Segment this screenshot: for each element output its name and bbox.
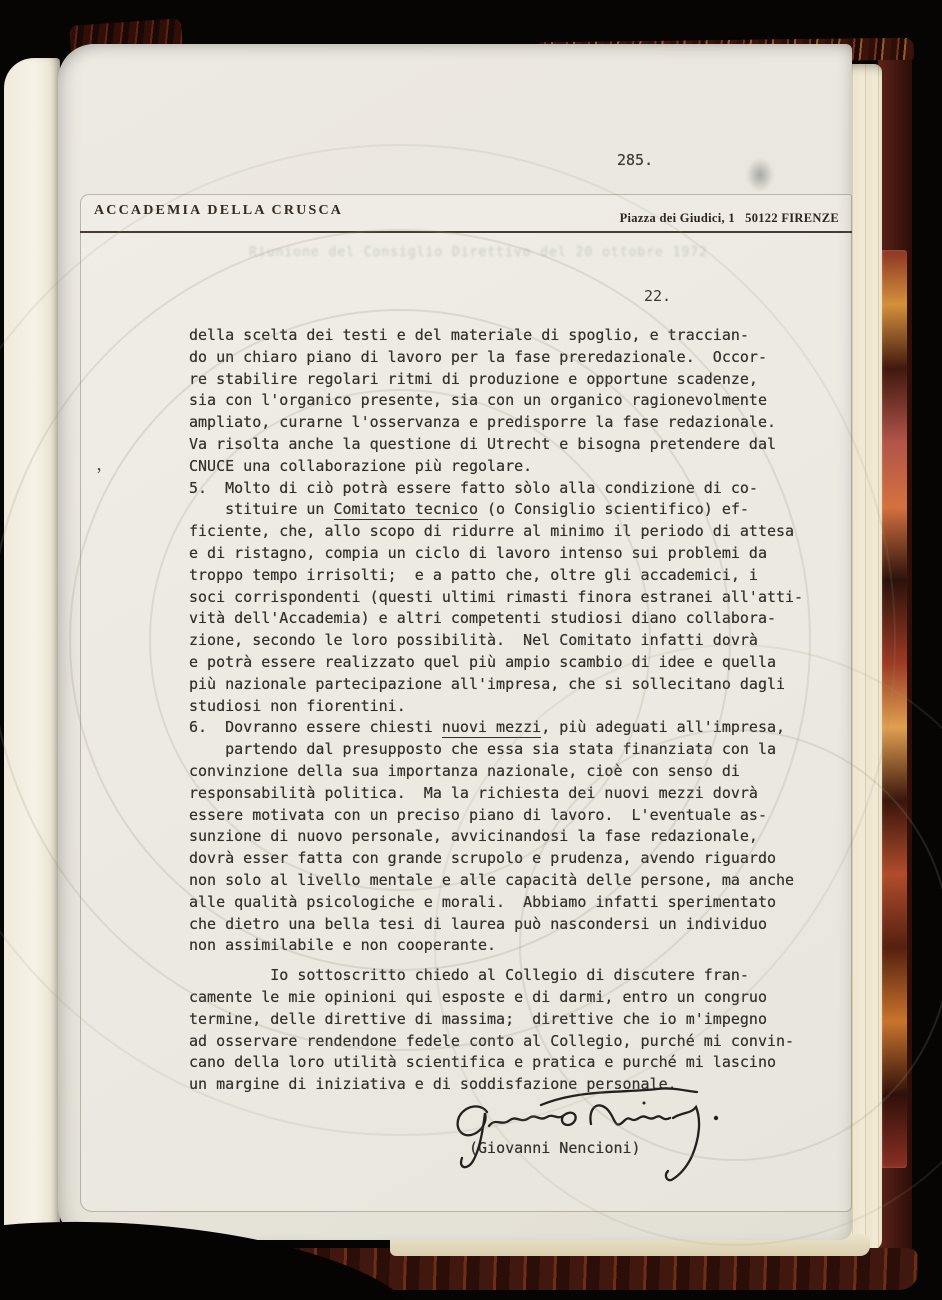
- typewritten-line: 6. Dovranno essere chiesti nuovi mezzi, più adeguati all'impresa,: [189, 718, 786, 737]
- typewritten-line: CNUCE una collaborazione più regolare.: [189, 456, 533, 475]
- previous-page-edge: [4, 58, 60, 1250]
- pencil-smudge: [746, 158, 774, 192]
- typewritten-line: soci corrispondenti (questi ultimi rimasti finora estranei all'atti-: [189, 587, 804, 606]
- typewritten-line: zione, secondo le loro possibilità. Nel Comitato infatti dovrà: [189, 631, 758, 650]
- typewritten-line: Va risolta anche la questione di Utrecht e bisogna pretendere dal: [189, 434, 776, 453]
- typewritten-line: convinzione della sua importanza nazionale, cioè con senso di: [189, 761, 740, 780]
- typewritten-line: partendo dal presupposto che essa sia stata finanziata con la: [189, 740, 776, 759]
- typewritten-line: camente le mie opinioni qui esposte e di darmi, entro un congruo: [189, 987, 767, 1006]
- typewritten-line: re stabilire regolari ritmi di produzione e opportune scadenze,: [189, 369, 758, 388]
- typewritten-line: sunzione di nuovo personale, avvicinandosi la fase redazionale,: [189, 827, 758, 846]
- typewritten-line: essere motivata con un preciso piano di lavoro. L'eventuale as-: [189, 805, 767, 824]
- typed-signature-name: (Giovanni Nencioni): [469, 1139, 641, 1157]
- typewritten-line: sia con l'organico presente, sia con un organico ragionevolmente: [189, 391, 767, 410]
- typewritten-line: e di ristagno, compia un ciclo di lavoro intenso sui problemi da: [189, 543, 767, 562]
- typewritten-line: ficiente, che, allo scopo di ridurre al minimo il periodo di attesa: [189, 522, 795, 541]
- typewritten-line: Io sottoscritto chiedo al Collegio di discutere fran-: [189, 966, 749, 985]
- typewritten-line: cano della loro utilità scientifica e pratica e purché mi lascino: [189, 1053, 776, 1072]
- letter-page-number: 22.: [644, 287, 672, 305]
- typewritten-line: alle qualità psicologiche e morali. Abbiamo infatti sperimentato: [189, 892, 776, 911]
- letterhead-rule: [80, 231, 852, 233]
- typewritten-line: e potrà essere realizzato quel più ampio scambio di idee e quella: [189, 652, 776, 671]
- typewritten-line: 5. Molto di ciò potrà essere fatto sòlo alla condizione di co-: [189, 478, 758, 497]
- typewritten-line: ad osservare rendendone fedele conto al Collegio, purché mi convin-: [189, 1031, 795, 1050]
- typewritten-line: non assimilabile e non cooperante.: [189, 936, 497, 955]
- typewritten-line: termine, delle direttive di massima; direttive che io m'impegno: [189, 1009, 767, 1028]
- typewritten-line: studiosi non fiorentini.: [189, 696, 406, 715]
- typewritten-line: ampliato, curarne l'osservanza e predisporre la fase redazionale.: [189, 413, 776, 432]
- typewritten-line: do un chiaro piano di lavoro per la fase preredazionale. Occor-: [189, 347, 767, 366]
- letterhead-address: Piazza dei Giudici, 1 50122 FIRENZE: [619, 211, 839, 225]
- handwritten-signature: [429, 1079, 749, 1199]
- letterhead-institution: ACCADEMIA DELLA CRUSCA: [94, 203, 344, 218]
- bleed-through-ghost-text: Riunione del Consiglio Direttivo del 20 ottobre 1972: [249, 245, 708, 260]
- margin-pencil-mark: ,: [94, 452, 103, 476]
- typewritten-line: della scelta dei testi e del materiale di spoglio, e traccian-: [189, 326, 749, 344]
- marbled-endpaper-edge: [880, 250, 907, 1168]
- letter-sheet: [80, 194, 852, 1212]
- typewritten-line: stituire un Comitato tecnico (o Consiglio scientifico) ef-: [189, 500, 749, 519]
- letter-body-text: [189, 325, 829, 1096]
- typewritten-line: un margine di iniziativa e di soddisfazione personale.: [189, 1075, 677, 1094]
- typewritten-line: più nazionale partecipazione all'impresa, che si sollecitano dagli: [189, 674, 786, 693]
- typewritten-line: vità dell'Accademia) e altri competenti studiosi diano collabora-: [189, 609, 776, 628]
- typewritten-line: dovrà esser fatta con grande scrupolo e prudenza, avendo riguardo: [189, 849, 776, 868]
- typewritten-line: troppo tempo irrisolti; e a patto che, oltre gli accademici, i: [189, 565, 758, 584]
- scan-page-number: 285.: [617, 151, 654, 169]
- typewritten-line: responsabilità politica. Ma la richiesta dei nuovi mezzi dovrà: [189, 783, 758, 802]
- typewritten-line: non solo al livello mentale e alle capacità delle persone, ma anche: [189, 870, 795, 889]
- typewritten-line: che dietro una bella tesi di laurea può nascondersi un individuo: [189, 914, 767, 933]
